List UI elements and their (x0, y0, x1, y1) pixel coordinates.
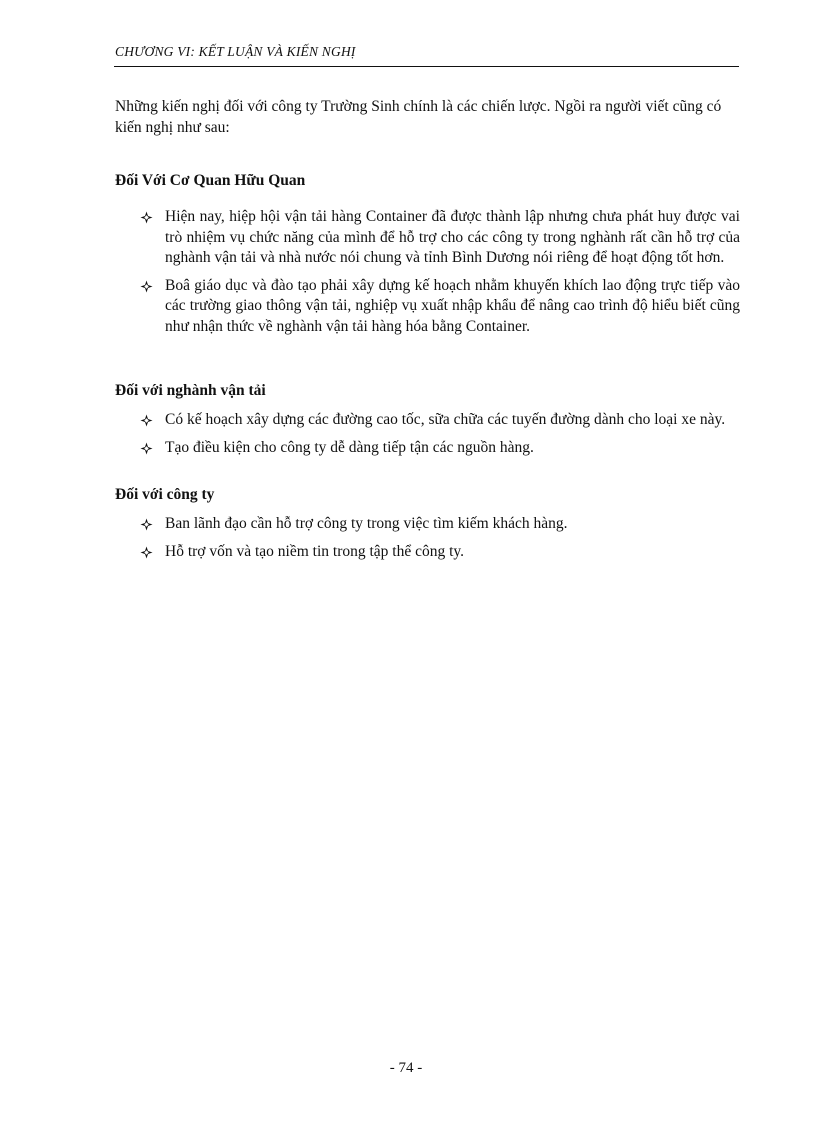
section-heading-co-quan-huu-quan: Đối Với Cơ Quan Hữu Quan (115, 172, 306, 189)
diamond-bullet-icon (140, 414, 153, 427)
diamond-bullet-icon (140, 211, 153, 224)
list-item (140, 276, 740, 338)
list-item-text: Hiện nay, hiệp hội vận tải hàng Container đã được thành lập nhưng chưa phát huy được vai trò nhiệm vụ chức năng của mình để hỗ trợ cho các công ty trong nghành rất cần hỗ trợ của nghành vận tải và nhà nước nói chung và tỉnh Bình Dương nói riêng để hoạt động tốt hơn. (165, 208, 740, 266)
section-heading-cong-ty: Đối với công ty (115, 486, 215, 503)
diamond-bullet-icon (140, 442, 153, 455)
diamond-bullet-icon (140, 280, 153, 293)
list-item-text: Boâ giáo dục và đào tạo phải xây dựng kế hoạch nhằm khuyến khích lao động trực tiếp vào các trường giao thông vận tải, nghiệp vụ xuất nhập khẩu để nâng cao trình độ hiểu biết cũng như nhận thức về nghành vận tải hàng hóa bằng Container. (165, 276, 740, 335)
list-item (140, 542, 740, 563)
list-item (140, 438, 740, 459)
list-item-text: Ban lãnh đạo cần hỗ trợ công ty trong việc tìm kiếm khách hàng. (165, 515, 568, 532)
diamond-bullet-icon (140, 518, 153, 531)
list-item-text: Có kế hoạch xây dựng các đường cao tốc, sữa chữa các tuyến đường dành cho loại xe này. (165, 411, 726, 428)
list-item-text: Tạo điều kiện cho công ty dễ dàng tiếp tận các nguồn hàng. (165, 438, 534, 456)
bullet-list-nghanh-van-tai (140, 410, 740, 465)
intro-paragraph: Những kiến nghị đối với công ty Trường Sinh chính là các chiến lược. Ngồi ra người viết cũng có kiến nghị như sau: (115, 98, 722, 136)
list-item (140, 514, 740, 535)
section-heading-nghanh-van-tai: Đối với nghành vận tải (115, 382, 266, 399)
bullet-list-cong-ty (140, 514, 740, 569)
diamond-bullet-icon (140, 546, 153, 559)
bullet-list-co-quan-huu-quan (140, 207, 740, 344)
list-item (140, 207, 740, 269)
list-item (140, 410, 740, 431)
header-divider (114, 66, 739, 67)
chapter-header: CHƯƠNG VI: KẾT LUẬN VÀ KIẾN NGHỊ (115, 44, 356, 59)
list-item-text: Hỗ trợ vốn và tạo niềm tin trong tập thể công ty. (165, 542, 465, 560)
page-number: - 74 - (389, 1060, 423, 1076)
